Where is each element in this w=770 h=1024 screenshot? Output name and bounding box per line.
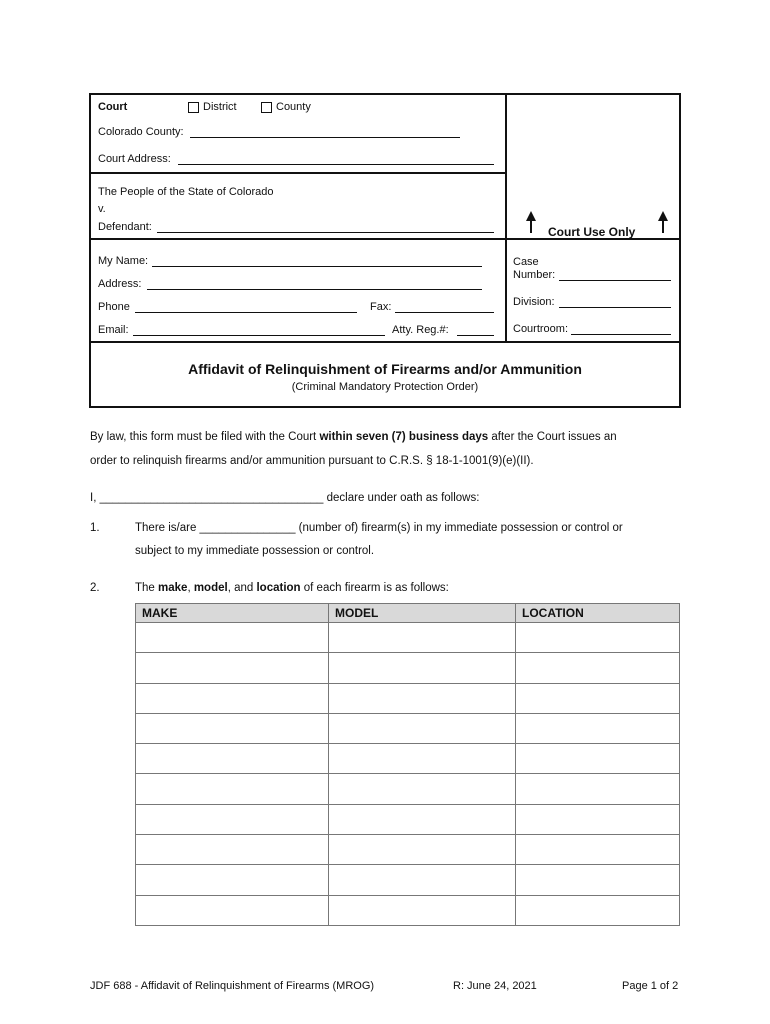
number-label: Number: — [513, 269, 556, 281]
table-header-row — [136, 604, 680, 623]
table-row — [136, 744, 680, 774]
table-row — [136, 865, 680, 895]
item-2-text-c: , and — [227, 582, 257, 594]
table-row — [136, 653, 680, 683]
atty-reg-label: Atty. Reg.#: — [392, 324, 449, 336]
header-model: MODEL — [329, 604, 516, 623]
make-cell[interactable] — [136, 744, 329, 774]
make-cell[interactable] — [136, 865, 329, 895]
my-name-field[interactable] — [152, 266, 482, 267]
intro-line-1 — [90, 431, 617, 443]
model-cell[interactable] — [329, 744, 516, 774]
table-row — [136, 713, 680, 743]
item-2-location: location — [256, 582, 301, 594]
location-cell[interactable] — [516, 623, 680, 653]
location-cell[interactable] — [516, 895, 680, 925]
table-row — [136, 683, 680, 713]
location-cell[interactable] — [516, 865, 680, 895]
division-label: Division: — [513, 296, 555, 308]
table-body — [136, 623, 680, 926]
item-2-text-d: of each firearm is as follows: — [300, 582, 449, 594]
filer-info-section — [91, 240, 505, 343]
caption-box — [89, 93, 681, 408]
location-cell[interactable] — [516, 835, 680, 865]
up-arrow-left-icon — [526, 211, 536, 233]
table-row — [136, 623, 680, 653]
division-field[interactable] — [559, 307, 671, 308]
fax-label: Fax: — [370, 301, 392, 313]
footer-form-id: JDF 688 - Affidavit of Relinquishment of Firearms (MROG) — [90, 980, 375, 992]
county-label: County — [276, 101, 311, 113]
court-address-label: Court Address: — [98, 153, 171, 165]
intro-text-b: after the Court issues an — [488, 431, 617, 443]
colorado-county-field[interactable] — [190, 137, 460, 138]
firearms-table — [135, 603, 680, 926]
table-row — [136, 835, 680, 865]
phone-label: Phone — [98, 301, 130, 313]
court-use-only-section — [505, 95, 679, 240]
table-row — [136, 895, 680, 925]
court-use-only-label: Court Use Only — [548, 225, 636, 239]
item-2-model: model — [193, 582, 228, 594]
table-row — [136, 774, 680, 804]
item-2-make: make — [158, 582, 188, 594]
location-cell[interactable] — [516, 744, 680, 774]
courtroom-field[interactable] — [571, 334, 671, 335]
defendant-label: Defendant: — [98, 221, 152, 233]
make-cell[interactable] — [136, 623, 329, 653]
location-cell[interactable] — [516, 804, 680, 834]
location-cell[interactable] — [516, 653, 680, 683]
district-label: District — [203, 101, 237, 113]
footer-page: Page 1 of 2 — [622, 980, 679, 992]
email-field[interactable] — [133, 335, 385, 336]
courtroom-label: Courtroom: — [513, 323, 569, 335]
model-cell[interactable] — [329, 835, 516, 865]
people-line: The People of the State of Colorado — [98, 186, 274, 198]
make-cell[interactable] — [136, 713, 329, 743]
item-2-text-a: The — [135, 582, 159, 594]
intro-text-a: By law, this form must be filed with the Court — [90, 431, 320, 443]
court-address-field[interactable] — [178, 164, 494, 165]
header-location: LOCATION — [516, 604, 680, 623]
item-1-line-1: There is/are _______________ (number of) firearm(s) in my immediate possession or control or — [135, 522, 623, 534]
intro-line-2: order to relinquish firearms and/or ammunition pursuant to C.R.S. § 18-1-1001(9)(e)(II). — [90, 455, 534, 467]
location-cell[interactable] — [516, 774, 680, 804]
intro-deadline: within seven (7) business days — [319, 431, 489, 443]
make-cell[interactable] — [136, 683, 329, 713]
address-label: Address: — [98, 278, 142, 290]
model-cell[interactable] — [329, 623, 516, 653]
item-2-text-b: , — [187, 582, 194, 594]
county-checkbox[interactable] — [261, 102, 272, 113]
model-cell[interactable] — [329, 865, 516, 895]
item-1-line-2: subject to my immediate possession or control. — [135, 545, 375, 557]
case-label: Case — [513, 256, 539, 268]
v-line: v. — [98, 203, 106, 215]
item-2-number: 2. — [90, 582, 100, 594]
defendant-field[interactable] — [157, 232, 494, 233]
court-label: Court — [98, 101, 128, 113]
email-label: Email: — [98, 324, 129, 336]
phone-field[interactable] — [135, 312, 357, 313]
table-row — [136, 804, 680, 834]
document-subtitle: (Criminal Mandatory Protection Order) — [291, 381, 479, 393]
address-field[interactable] — [147, 289, 482, 290]
model-cell[interactable] — [329, 713, 516, 743]
model-cell[interactable] — [329, 804, 516, 834]
my-name-label: My Name: — [98, 255, 149, 267]
make-cell[interactable] — [136, 774, 329, 804]
model-cell[interactable] — [329, 895, 516, 925]
item-2-text — [135, 582, 449, 594]
title-section — [91, 343, 679, 406]
model-cell[interactable] — [329, 774, 516, 804]
make-cell[interactable] — [136, 804, 329, 834]
model-cell[interactable] — [329, 683, 516, 713]
model-cell[interactable] — [329, 653, 516, 683]
declare-line: I, ___________________________________ declare under oath as follows: — [90, 492, 480, 504]
fax-field[interactable] — [395, 312, 494, 313]
atty-reg-field[interactable] — [457, 335, 494, 336]
make-cell[interactable] — [136, 895, 329, 925]
up-arrow-right-icon — [658, 211, 668, 233]
make-cell[interactable] — [136, 653, 329, 683]
item-1-number: 1. — [90, 522, 100, 534]
document-title: Affidavit of Relinquishment of Firearms and/or Ammunition — [188, 361, 582, 377]
district-checkbox[interactable] — [188, 102, 199, 113]
location-cell[interactable] — [516, 713, 680, 743]
header-make: MAKE — [136, 604, 329, 623]
court-info-section — [91, 95, 505, 174]
footer-revision: R: June 24, 2021 — [453, 980, 537, 992]
colorado-county-label: Colorado County: — [98, 126, 184, 138]
location-cell[interactable] — [516, 683, 680, 713]
case-info-section — [505, 240, 679, 343]
case-number-field[interactable] — [559, 280, 671, 281]
make-cell[interactable] — [136, 835, 329, 865]
parties-section — [91, 174, 505, 240]
